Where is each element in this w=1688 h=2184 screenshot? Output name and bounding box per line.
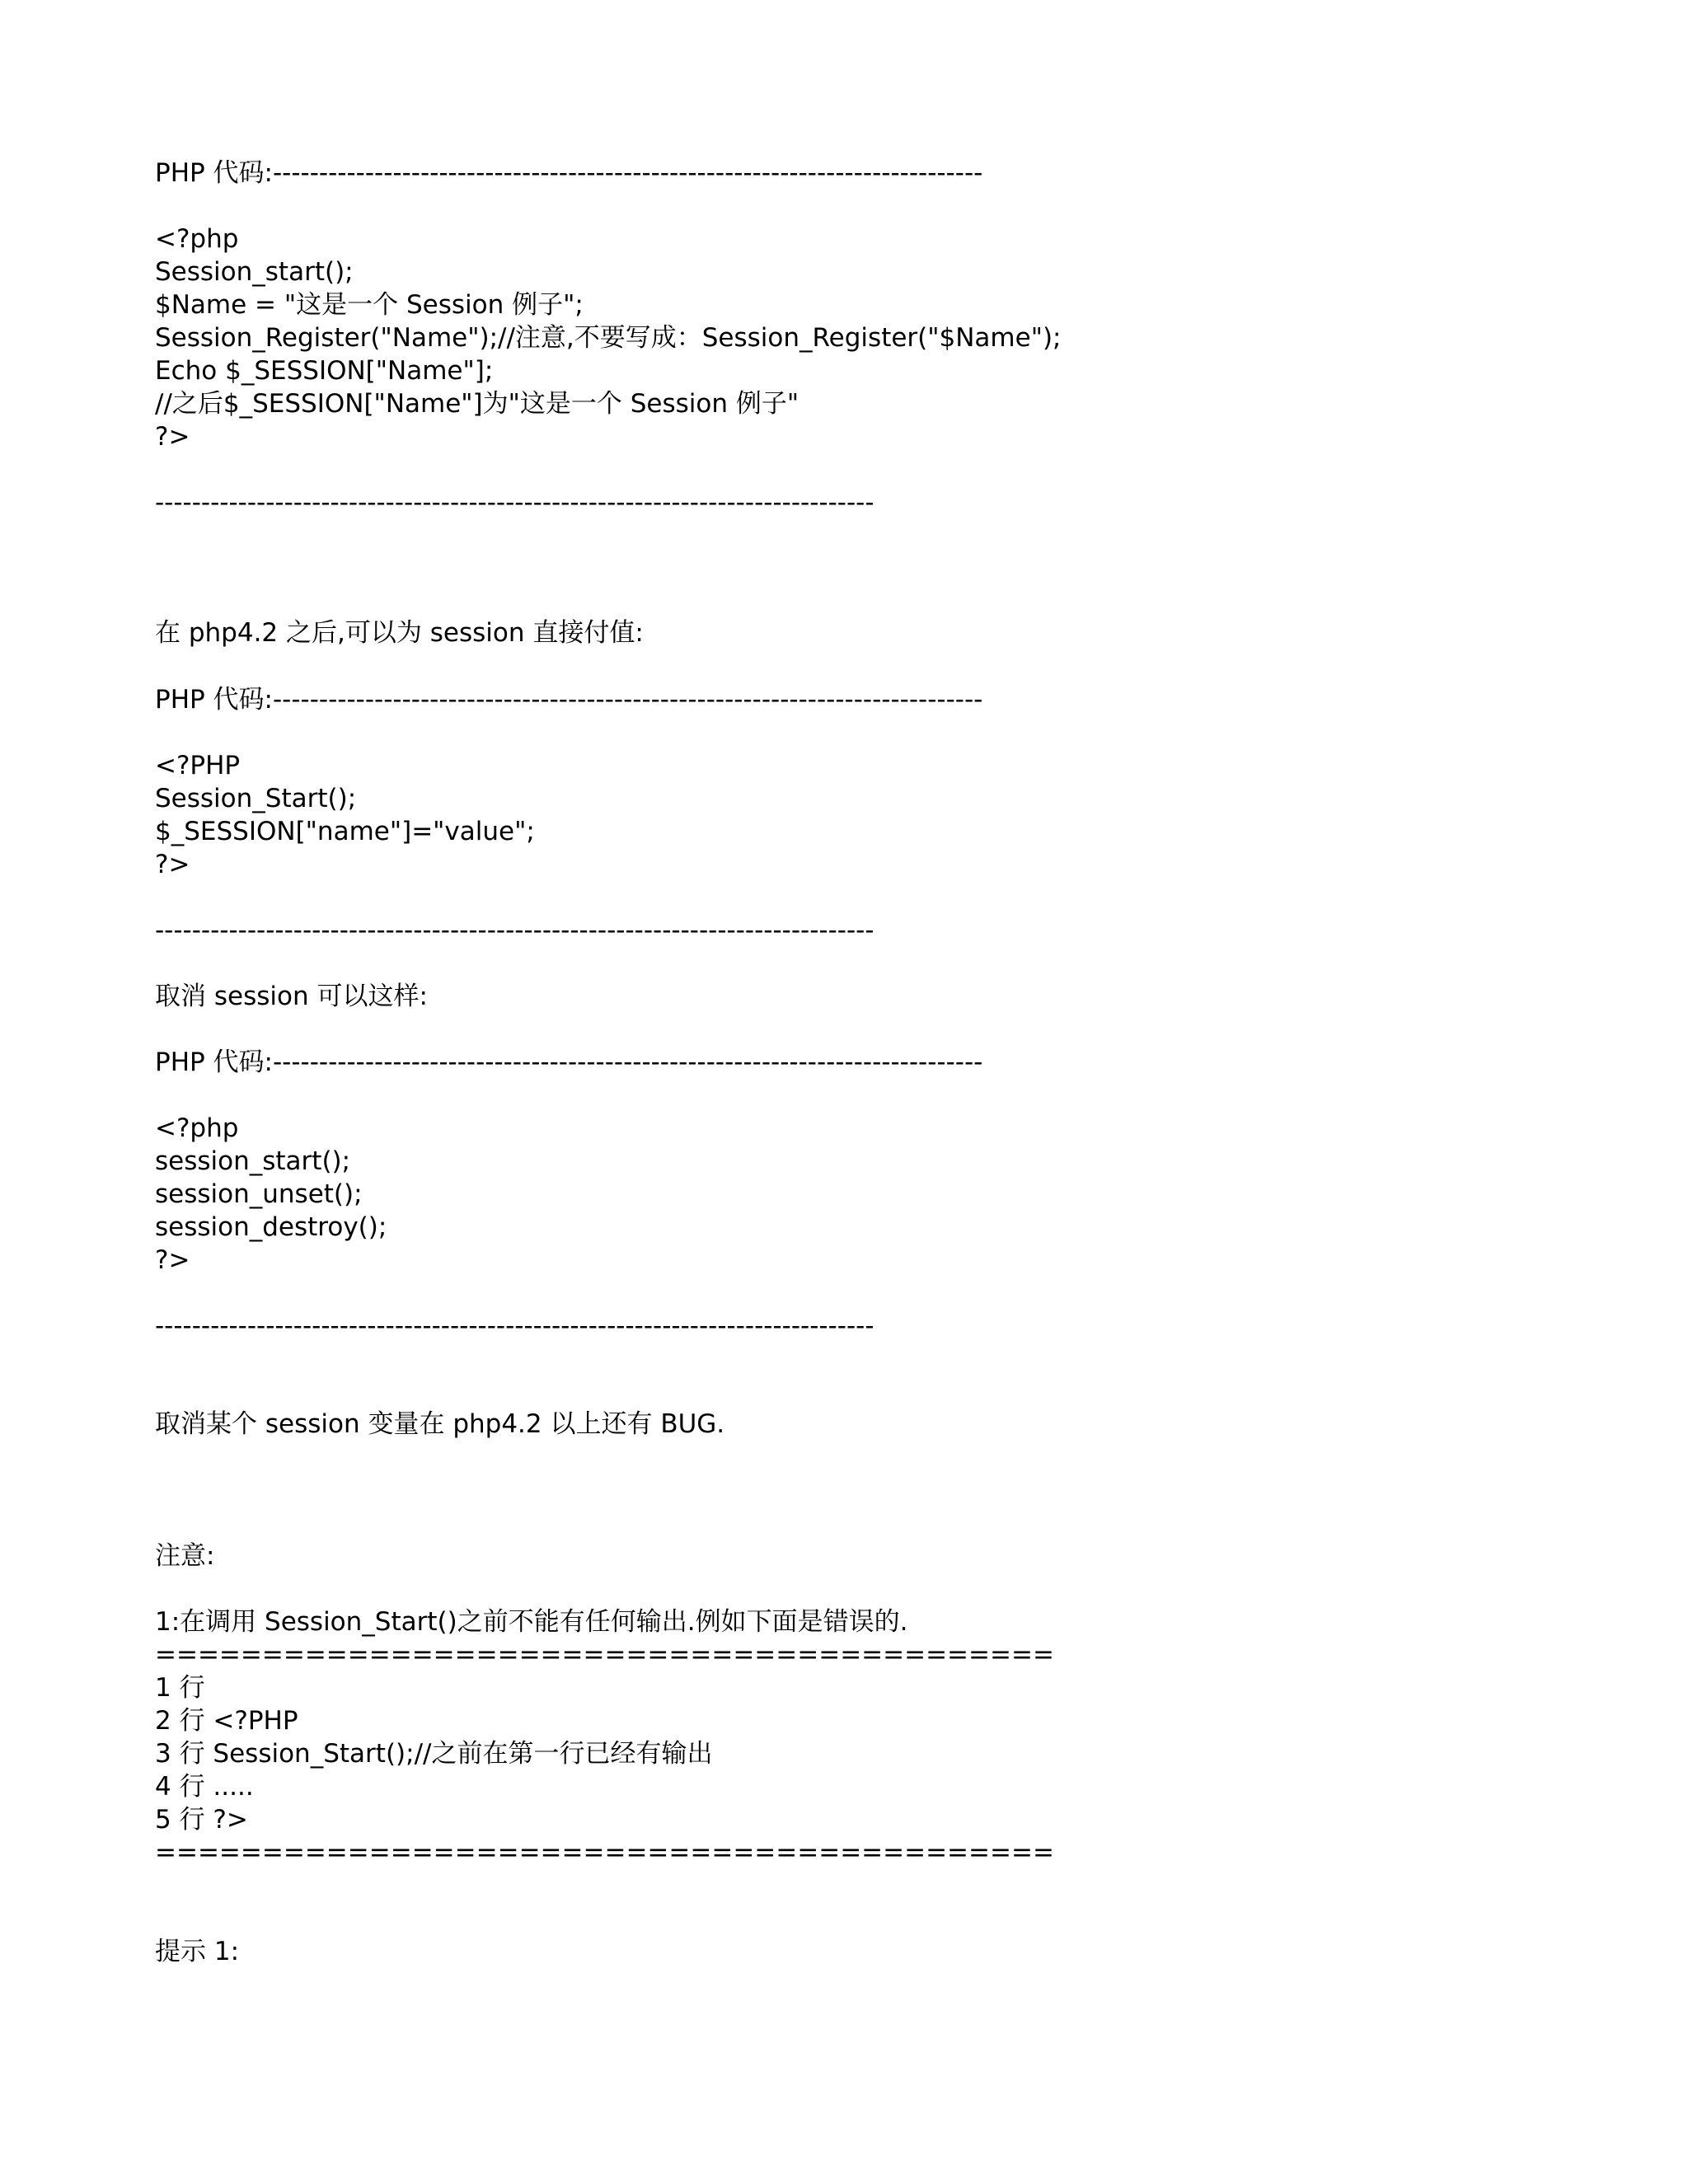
paragraph: 1:在调用 Session_Start()之前不能有任何输出.例如下面是错误的. bbox=[155, 1607, 908, 1637]
code-line: 4 行 ..... bbox=[155, 1772, 254, 1802]
paragraph: 取消 session 可以这样: bbox=[155, 982, 428, 1011]
tip-heading: 提示 1: bbox=[155, 1937, 240, 1966]
code-header: PHP 代码:----------------------------------------------------------------------------- bbox=[155, 1047, 983, 1077]
code-header: PHP 代码:----------------------------------------------------------------------------- bbox=[155, 158, 983, 188]
code-footer: ------------------------------------------------------------------------------ bbox=[155, 1311, 874, 1341]
separator-line: ========================================== bbox=[155, 1640, 1054, 1670]
code-line: 1 行 bbox=[155, 1673, 205, 1703]
code-line: <?php bbox=[155, 224, 239, 254]
code-line: 3 行 Session_Start();//之前在第一行已经有输出 bbox=[155, 1739, 713, 1769]
code-footer: ------------------------------------------------------------------------------ bbox=[155, 488, 874, 518]
code-line: session_destroy(); bbox=[155, 1212, 387, 1242]
code-line: $_SESSION["name"]="value"; bbox=[155, 817, 535, 846]
code-line: //之后$_SESSION["Name"]为"这是一个 Session 例子" bbox=[155, 389, 799, 419]
code-header: PHP 代码:----------------------------------------------------------------------------- bbox=[155, 685, 983, 715]
code-line: session_start(); bbox=[155, 1146, 351, 1176]
code-line: ?> bbox=[155, 850, 190, 879]
code-footer: ------------------------------------------------------------------------------ bbox=[155, 916, 874, 945]
code-line: 2 行 <?PHP bbox=[155, 1706, 298, 1736]
code-line: ?> bbox=[155, 1245, 190, 1275]
code-line: Session_Start(); bbox=[155, 784, 357, 813]
code-line: Session_Register("Name");//注意,不要写成：Session_Register("$Name"); bbox=[155, 323, 1062, 353]
paragraph: 取消某个 session 变量在 php4.2 以上还有 BUG. bbox=[155, 1409, 725, 1439]
code-line: 5 行 ?> bbox=[155, 1805, 248, 1835]
code-line: <?PHP bbox=[155, 751, 241, 780]
code-line: Echo $_SESSION["Name"]; bbox=[155, 356, 494, 386]
separator-line: ========================================== bbox=[155, 1838, 1054, 1868]
paragraph: 在 php4.2 之后,可以为 session 直接付值: bbox=[155, 618, 644, 648]
code-line: ?> bbox=[155, 422, 190, 452]
code-line: $Name = "这是一个 Session 例子"; bbox=[155, 290, 584, 320]
code-line: Session_start(); bbox=[155, 257, 354, 287]
note-heading: 注意: bbox=[155, 1541, 215, 1571]
code-line: session_unset(); bbox=[155, 1179, 363, 1209]
code-line: <?php bbox=[155, 1113, 239, 1143]
